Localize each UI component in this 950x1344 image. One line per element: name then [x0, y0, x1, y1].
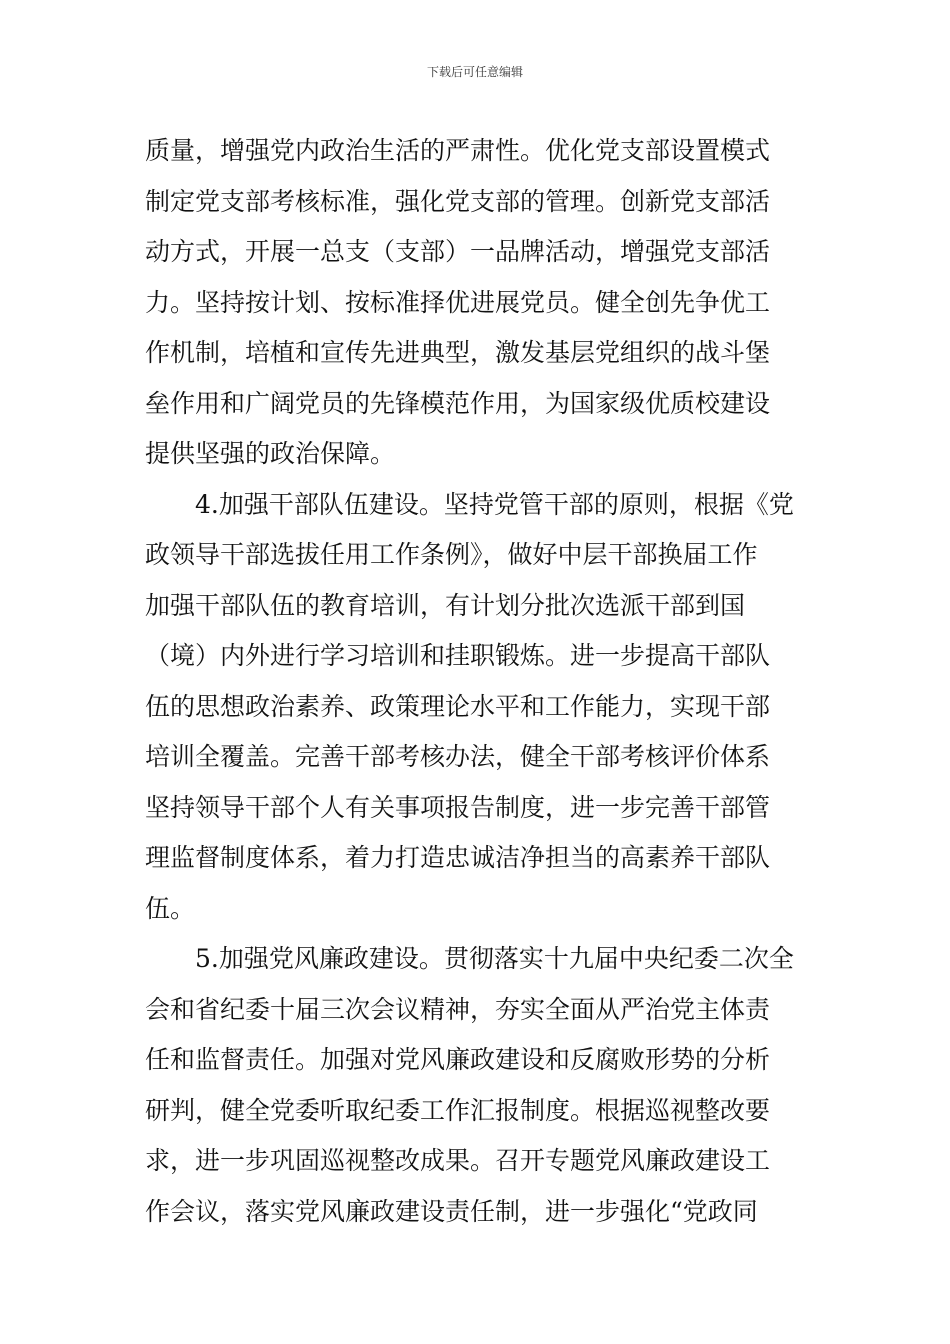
text-line: 任和监督责任。加强对党风廉政建设和反腐败形势的分析	[145, 1045, 771, 1074]
text-line: 加强干部队伍的教育培训，有计划分批次选派干部到国	[145, 590, 746, 620]
document-body	[145, 126, 807, 1237]
text-line: 质量，增强党内政治生活的严肃性。优化党支部设置模式	[145, 136, 771, 165]
text-line: 垒作用和广阔党员的先锋模范作用，为国家级优质校建设	[145, 388, 771, 418]
paragraph-start-line: 5.加强党风廉政建设。贯彻落实十九届中央纪委二次全	[195, 944, 794, 973]
text-line: 力。坚持按计划、按标准择优进展党员。健全创先争优工	[145, 287, 771, 317]
text-line: 提供坚强的政治保障。	[145, 439, 396, 468]
text-line: 伍的思想政治素养、政策理论水平和工作能力，实现干部	[145, 691, 771, 721]
text-line: 伍。	[145, 893, 196, 923]
text-line: 制定党支部考核标准，强化党支部的管理。创新党支部活	[145, 186, 771, 216]
page-header: 下载后可任意编辑	[426, 65, 523, 79]
text-line: 动方式，开展一总支（支部）一品牌活动，增强党支部活	[145, 237, 771, 266]
text-line: （境）内外进行学习培训和挂职锻炼。进一步提高干部队	[145, 641, 771, 670]
text-line: 作机制，培植和宣传先进典型，激发基层党组织的战斗堡	[145, 338, 771, 367]
text-line: 政领导干部选拔任用工作条例》，做好中层干部换届工作	[145, 540, 758, 569]
text-line: 求，进一步巩固巡视整改成果。召开专题党风廉政建设工	[145, 1146, 771, 1175]
text-line: 作会议，落实党风廉政建设责任制，进一步强化“党政同	[145, 1196, 758, 1226]
text-line: 培训全覆盖。完善干部考核办法，健全干部考核评价体系	[145, 742, 771, 771]
text-line: 会和省纪委十届三次会议精神，夯实全面从严治党主体责	[145, 994, 771, 1024]
text-line: 理监督制度体系，着力打造忠诚洁净担当的高素养干部队	[145, 843, 771, 872]
text-line: 坚持领导干部个人有关事项报告制度，进一步完善干部管	[145, 792, 771, 822]
text-line: 研判，健全党委听取纪委工作汇报制度。根据巡视整改要	[145, 1095, 771, 1125]
paragraph-start-line: 4.加强干部队伍建设。坚持党管干部的原则，根据《党	[195, 489, 794, 519]
